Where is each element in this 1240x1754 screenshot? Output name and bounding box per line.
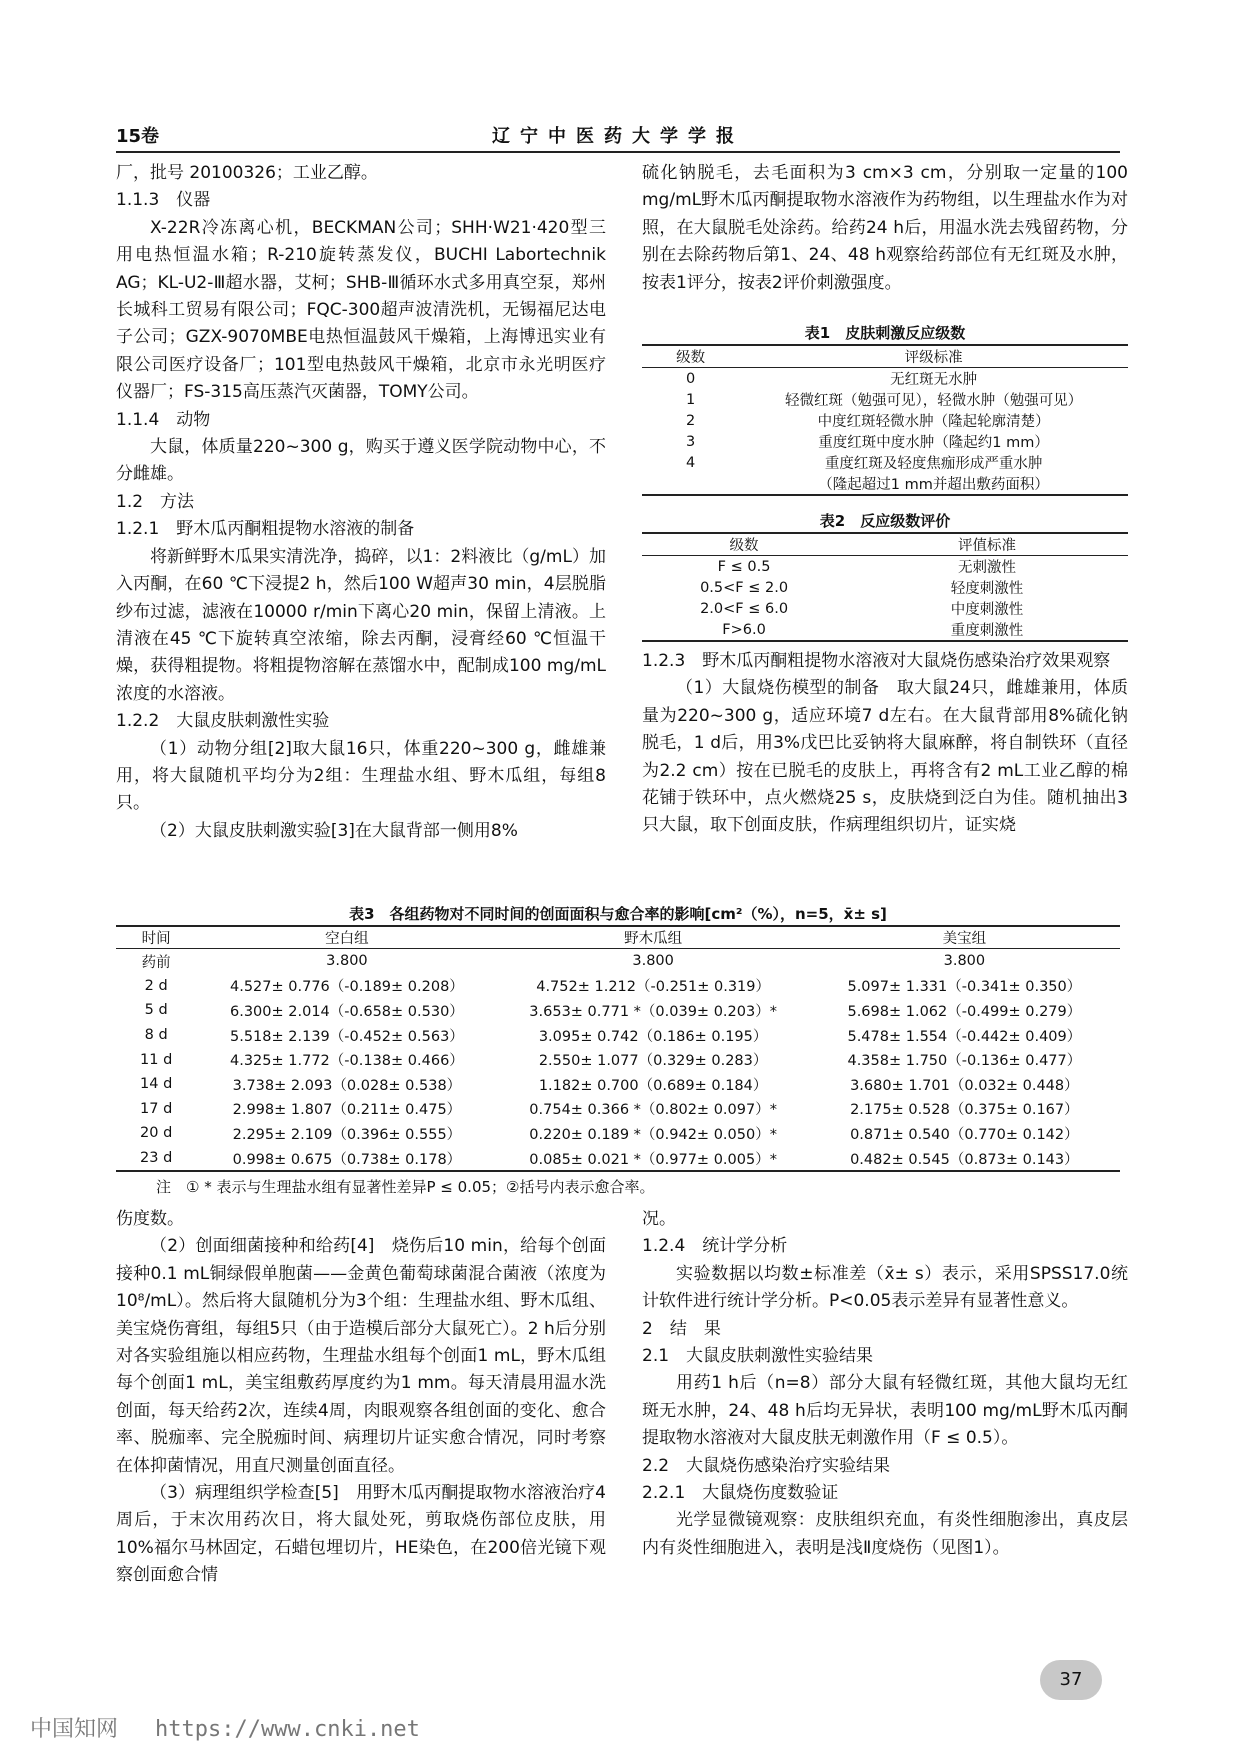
table-3-note: 注 ① * 表示与生理盐水组有显著性差异P ≤ 0.05；②括号内表示愈合率。 xyxy=(156,1178,655,1197)
table-row xyxy=(116,949,1120,974)
table-cell: 3.800 xyxy=(326,953,368,970)
paragraph: （1）动物分组[2]取大鼠16只，体重220~300 g，雌雄兼用，将大鼠随机平均分为2组：生理盐水组、野木瓜组，每组8只。 xyxy=(116,738,606,814)
table-3-header-blank: 空白组 xyxy=(196,926,497,949)
table-cell: 20 d xyxy=(140,1125,173,1142)
paragraph: 硫化钠脱毛，去毛面积为3 cm×3 cm，分别取一定量的100 mg/mL野木瓜丙酮提取物水溶液作为药物组，以生理盐水作为对照，在大鼠脱毛处涂药。给药24 h后，用温水洗去残留药物，分别在去除药物后第1、24、48 h观察给药部位有无红斑及水肿，按表1评分，按表2评价刺激强度。 xyxy=(642,163,1128,293)
table-row xyxy=(642,431,1128,452)
section-heading: 1.2.1 野木瓜丙酮粗提物水溶液的制备 xyxy=(116,519,415,540)
table-cell: 6.300± 2.014（-0.658± 0.530） xyxy=(230,1003,464,1020)
table-cell: 14 d xyxy=(140,1076,173,1093)
table-cell: 17 d xyxy=(140,1100,173,1117)
table-cell: 重度红斑及轻度焦痂形成严重水肿 xyxy=(824,456,1043,472)
section-heading: 2.2.1 大鼠烧伤度数验证 xyxy=(642,1483,839,1504)
table-3-header-time: 时间 xyxy=(116,926,196,949)
table-cell: 2 xyxy=(685,412,696,429)
table-row xyxy=(116,1023,1120,1048)
right-column-mid xyxy=(642,648,1128,840)
running-header xyxy=(116,122,1120,148)
left-column-top xyxy=(116,160,606,845)
table-2-caption: 表2 反应级数评价 xyxy=(819,512,951,530)
table-row xyxy=(642,577,1128,598)
table-cell: 3 xyxy=(685,433,696,450)
table-row xyxy=(116,998,1120,1023)
table-cell: 2.998± 1.807（0.211± 0.475） xyxy=(232,1102,462,1119)
volume-label: 15卷 xyxy=(116,126,160,147)
section-heading: 2.2 大鼠烧伤感染治疗实验结果 xyxy=(642,1455,891,1476)
table-cell: F ≤ 0.5 xyxy=(717,558,771,575)
table-cell: 5.478± 1.554（-0.442± 0.409） xyxy=(847,1028,1082,1045)
table-cell: 无刺激性 xyxy=(958,560,1017,576)
table-cell: （隆起超过1 mm并超出敷药面积） xyxy=(739,473,1128,495)
table-row xyxy=(642,410,1128,431)
table-2 xyxy=(642,510,1128,834)
table-cell: 3.800 xyxy=(943,953,986,970)
table-3-body xyxy=(116,949,1120,1172)
journal-title: 辽宁中医药大学学报 xyxy=(492,126,744,147)
table-cell: 2 d xyxy=(144,977,168,994)
table-cell: 4.358± 1.750（-0.136± 0.477） xyxy=(847,1053,1082,1070)
paragraph: 实验数据以均数±标准差（x̄± s）表示，采用SPSS17.0统计软件进行统计学分析。P<0.05表示差异有显著性意义。 xyxy=(642,1263,1128,1312)
table-cell: 2.175± 0.528（0.375± 0.167） xyxy=(850,1102,1079,1119)
table-row xyxy=(642,389,1128,410)
paragraph: （2）大鼠皮肤刺激实验[3]在大鼠背部一侧用8% xyxy=(150,820,518,841)
table-cell: 4.752± 1.212（-0.251± 0.319） xyxy=(536,979,771,996)
table-cell: 0.220± 0.189 *（0.942± 0.050）* xyxy=(529,1126,777,1143)
table-cell: 1 xyxy=(685,391,696,408)
table-1-caption: 表1 皮肤刺激反应级数 xyxy=(804,324,966,342)
section-heading: 1.2.4 统计学分析 xyxy=(642,1236,788,1257)
table-row xyxy=(116,1121,1120,1146)
table-cell: 5 d xyxy=(144,1002,168,1019)
table-1-header-grade: 级数 xyxy=(642,345,739,368)
table-row xyxy=(116,1146,1120,1172)
table-cell: 2.295± 2.109（0.396± 0.555） xyxy=(232,1126,462,1143)
table-row xyxy=(116,1047,1120,1072)
right-column-bottom xyxy=(642,1206,1128,1562)
table-cell: 3.095± 0.742（0.186± 0.195） xyxy=(538,1028,768,1045)
table-2-grid xyxy=(642,532,1128,642)
paragraph: 用药1 h后（n=8）部分大鼠有轻微红斑，其他大鼠均无红斑无水肿，24、48 h后均无异状，表明100 mg/mL野木瓜丙酮提取物水溶液对大鼠皮肤无刺激作用（F ≤ 0.5）。 xyxy=(642,1373,1128,1449)
paragraph: （1）大鼠烧伤模型的制备 取大鼠24只，雌雄兼用，体质量为220~300 g，适应环境7 d左右。在大鼠背部用8%硫化钠脱毛，1 d后，用3%戊巴比妥钠将大鼠麻醉，将自制铁环（直径为2.2 cm）按在已脱毛的皮肤上，再将含有2 mL工业乙醇的棉花铺于铁环中，点火燃烧25 s，皮肤烧到泛白为佳。随机抽出3只大鼠，取下创面皮肤，作病理组织切片，证实烧 xyxy=(642,678,1128,836)
table-cell: 中度红斑轻微水肿（隆起轮廓清楚） xyxy=(817,414,1050,430)
paragraph: 厂，批号 20100326；工业乙醇。 xyxy=(116,163,378,183)
right-column-top xyxy=(642,160,1128,297)
table-cell: 11 d xyxy=(140,1051,173,1068)
table-cell: F>6.0 xyxy=(642,619,846,641)
table-cell: 4.527± 0.776（-0.189± 0.208） xyxy=(230,979,464,996)
table-cell: 0.871± 0.540（0.770± 0.142） xyxy=(850,1126,1079,1143)
table-row xyxy=(116,974,1120,999)
table-cell: 重度红斑中度水肿（隆起约1 mm） xyxy=(818,435,1049,451)
table-cell: 中度刺激性 xyxy=(950,602,1024,618)
watermark-name: 中国知网 xyxy=(30,1717,119,1742)
table-cell: 23 d xyxy=(116,1146,196,1172)
table-row xyxy=(642,619,1128,641)
table-1 xyxy=(642,322,1128,496)
table-3-header-meibao: 美宝组 xyxy=(809,926,1120,949)
table-cell: 4.325± 1.772（-0.138± 0.466） xyxy=(230,1053,464,1070)
paragraph: （3）病理组织学检查[5] 用野木瓜丙酮提取物水溶液治疗4周后，于末次用药次日，将大鼠处死，剪取烧伤部位皮肤，用10%福尔马林固定，石蜡包埋切片，HE染色，在200倍光镜下观察创面愈合情 xyxy=(116,1483,606,1586)
table-cell: 5.518± 2.139（-0.452± 0.563） xyxy=(230,1028,464,1045)
table-cell: 3.680± 1.701（0.032± 0.448） xyxy=(850,1077,1079,1094)
table-cell: 0.482± 0.545（0.873± 0.143） xyxy=(809,1146,1120,1172)
table-2-header-criteria: 评值标准 xyxy=(846,533,1128,556)
table-row xyxy=(642,368,1128,390)
table-cell: 4 xyxy=(685,454,696,471)
table-2-body xyxy=(642,556,1128,642)
table-cell: 轻微红斑（勉强可见），轻微水肿（勉强可见） xyxy=(784,393,1083,409)
table-cell: 8 d xyxy=(144,1027,168,1044)
paragraph: X-22R冷冻离心机，BECKMAN公司；SHH·W21·420型三用电热恒温水箱；R-210旋转蒸发仪，BUCHI Labortechnik AG；KL-U2-Ⅲ超水器，艾柯；SHB-Ⅲ循环水式多用真空泵，郑州长城科工贸易有限公司；FQC-300超声波清洗机，无锡福尼达电子公司；GZX-9070MBE电热恒温鼓风干燥箱，上海博迅实业有限公司医疗设备厂；101型电热鼓风干燥箱，北京市永光明医疗仪器厂；FS-315高压蒸汽灭菌器，TOMY公司。 xyxy=(116,217,606,403)
header-rule xyxy=(116,151,1120,153)
table-2-header-grade: 级数 xyxy=(642,533,846,556)
table-cell: 0.5<F ≤ 2.0 xyxy=(700,579,789,596)
section-heading: 1.2 方法 xyxy=(116,491,195,512)
paragraph: 光学显微镜观察：皮肤组织充血，有炎性细胞渗出，真皮层内有炎性细胞进入，表明是浅Ⅱ度烧伤（见图1）。 xyxy=(642,1510,1128,1558)
table-1-grid xyxy=(642,344,1128,496)
table-3-header-mugua: 野木瓜组 xyxy=(498,926,809,949)
table-cell: 轻度刺激性 xyxy=(950,581,1024,597)
table-3 xyxy=(116,903,1120,1197)
table-cell: 0.085± 0.021 *（0.977± 0.005）* xyxy=(498,1146,809,1172)
section-heading: 1.2.2 大鼠皮肤刺激性实验 xyxy=(116,711,330,732)
table-row xyxy=(642,452,1128,473)
section-heading: 1.1.4 动物 xyxy=(116,409,211,430)
table-cell: 0 xyxy=(685,370,696,387)
section-heading: 1.1.3 仪器 xyxy=(116,190,211,211)
section-heading: 2.1 大鼠皮肤刺激性实验结果 xyxy=(642,1346,874,1367)
table-1-body xyxy=(642,368,1128,496)
table-cell: 5.698± 1.062（-0.499± 0.279） xyxy=(847,1003,1082,1020)
paragraph: 将新鲜野木瓜果实清洗净，捣碎，以1：2料液比（g/mL）加入丙酮，在60 ℃下浸提2 h，然后100 W超声30 min，4层脱脂纱布过滤，滤液在10000 r/min下离心20 min，保留上清液。上清液在45 ℃下旋转真空浓缩，除去丙酮，浸膏经60 ℃恒温干燥，获得粗提物。将粗提物溶解在蒸馏水中，配制成100 mg/mL浓度的水溶液。 xyxy=(116,546,606,704)
watermark-url[interactable]: https://www.cnki.net xyxy=(155,1717,420,1742)
table-cell: 0.754± 0.366 *（0.802± 0.097）* xyxy=(529,1102,777,1119)
table-cell: 3.738± 2.093（0.028± 0.538） xyxy=(232,1077,462,1094)
paragraph: 伤度数。 xyxy=(116,1209,184,1229)
table-1-header-criteria: 评级标准 xyxy=(739,345,1128,368)
table-row xyxy=(642,598,1128,619)
table-3-grid xyxy=(116,925,1120,1172)
table-cell: 2.0<F ≤ 6.0 xyxy=(700,600,789,617)
table-row xyxy=(116,1072,1120,1097)
paragraph: 况。 xyxy=(642,1209,676,1229)
page-number: 37 xyxy=(1040,1660,1102,1700)
table-cell: 药前 xyxy=(141,954,171,971)
table-cell: 1.182± 0.700（0.689± 0.184） xyxy=(538,1077,768,1094)
table-cell: 0.998± 0.675（0.738± 0.178） xyxy=(196,1146,497,1172)
table-cell: 2.550± 1.077（0.329± 0.283） xyxy=(538,1053,768,1070)
paragraph: 大鼠，体质量220~300 g，购买于遵义医学院动物中心，不分雌雄。 xyxy=(116,437,606,485)
watermark xyxy=(30,1712,420,1743)
table-cell: 重度刺激性 xyxy=(846,619,1128,641)
table-3-caption: 表3 各组药物对不同时间的创面面积与愈合率的影响[cm²（%），n=5，x̄± s] xyxy=(349,905,887,923)
section-heading: 2 结 果 xyxy=(642,1318,721,1339)
table-cell: 无红斑无水肿 xyxy=(890,372,978,388)
table-cell: 3.800 xyxy=(632,953,674,970)
table-cell: 5.097± 1.331（-0.341± 0.350） xyxy=(847,979,1082,996)
table-cell: 3.653± 0.771 *（0.039± 0.203）* xyxy=(529,1003,777,1020)
table-row xyxy=(642,473,1128,495)
table-row xyxy=(116,1097,1120,1122)
section-heading: 1.2.3 野木瓜丙酮粗提物水溶液对大鼠烧伤感染治疗效果观察 xyxy=(642,651,1111,671)
left-column-bottom xyxy=(116,1206,606,1590)
table-row xyxy=(642,556,1128,578)
paragraph: （2）创面细菌接种和给药[4] 烧伤后10 min，给每个创面接种0.1 mL铜绿假单胞菌——金黄色葡萄球菌混合菌液（浓度为10⁸/mL）。然后将大鼠随机分为3个组：生理盐水组、野木瓜组、美宝烧伤膏组，每组5只（由于造模后部分大鼠死亡）。2 h后分别对各实验组施以相应药物，生理盐水组每个创面1 mL，野木瓜组每个创面1 mL，美宝组敷药厚度约为1 mm。每天清晨用温水洗创面，每天给药2次，连续4周，肉眼观察各组创面的变化、愈合率、脱痂率、完全脱痂时间、病理切片证实愈合情况，同时考察在体抑菌情况，用直尺测量创面直径。 xyxy=(116,1236,606,1476)
table-cell xyxy=(642,473,739,495)
